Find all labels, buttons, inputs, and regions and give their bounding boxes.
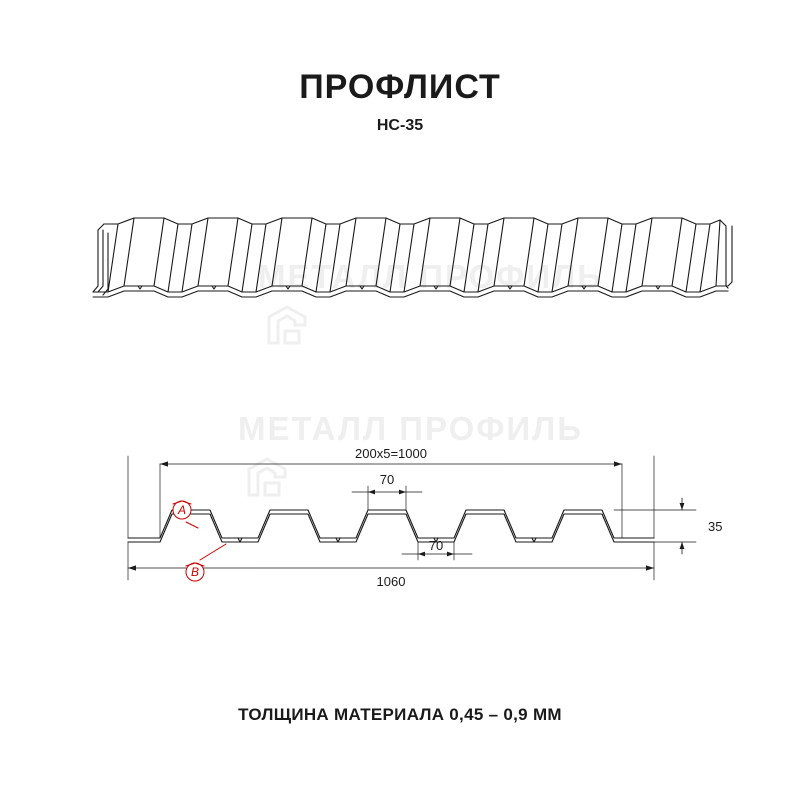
product-model: НС-35	[376, 117, 424, 134]
isometric-sheet-illustration	[60, 200, 750, 360]
dimension-height: 35	[708, 519, 723, 534]
dimension-working-width: 200х5=1000	[355, 446, 427, 461]
cross-section-drawing	[60, 420, 750, 620]
callout-label-a: A	[177, 503, 187, 517]
material-thickness-note: ТОЛЩИНА МАТЕРИАЛА 0,45 – 0,9 ММ	[238, 705, 562, 724]
dimension-rib-bottom: 70	[428, 538, 444, 553]
watermark-text-bottom: МЕТАЛЛ ПРОФИЛЬ	[238, 410, 584, 447]
page-title: ПРОФЛИСТ	[299, 68, 501, 106]
watermark-text-top: МЕТАЛЛ ПРОФИЛЬ	[258, 258, 604, 295]
dimension-rib-top: 70	[379, 472, 395, 487]
callout-label-b: B	[190, 565, 200, 579]
dimension-total-width: 1060	[376, 574, 406, 589]
